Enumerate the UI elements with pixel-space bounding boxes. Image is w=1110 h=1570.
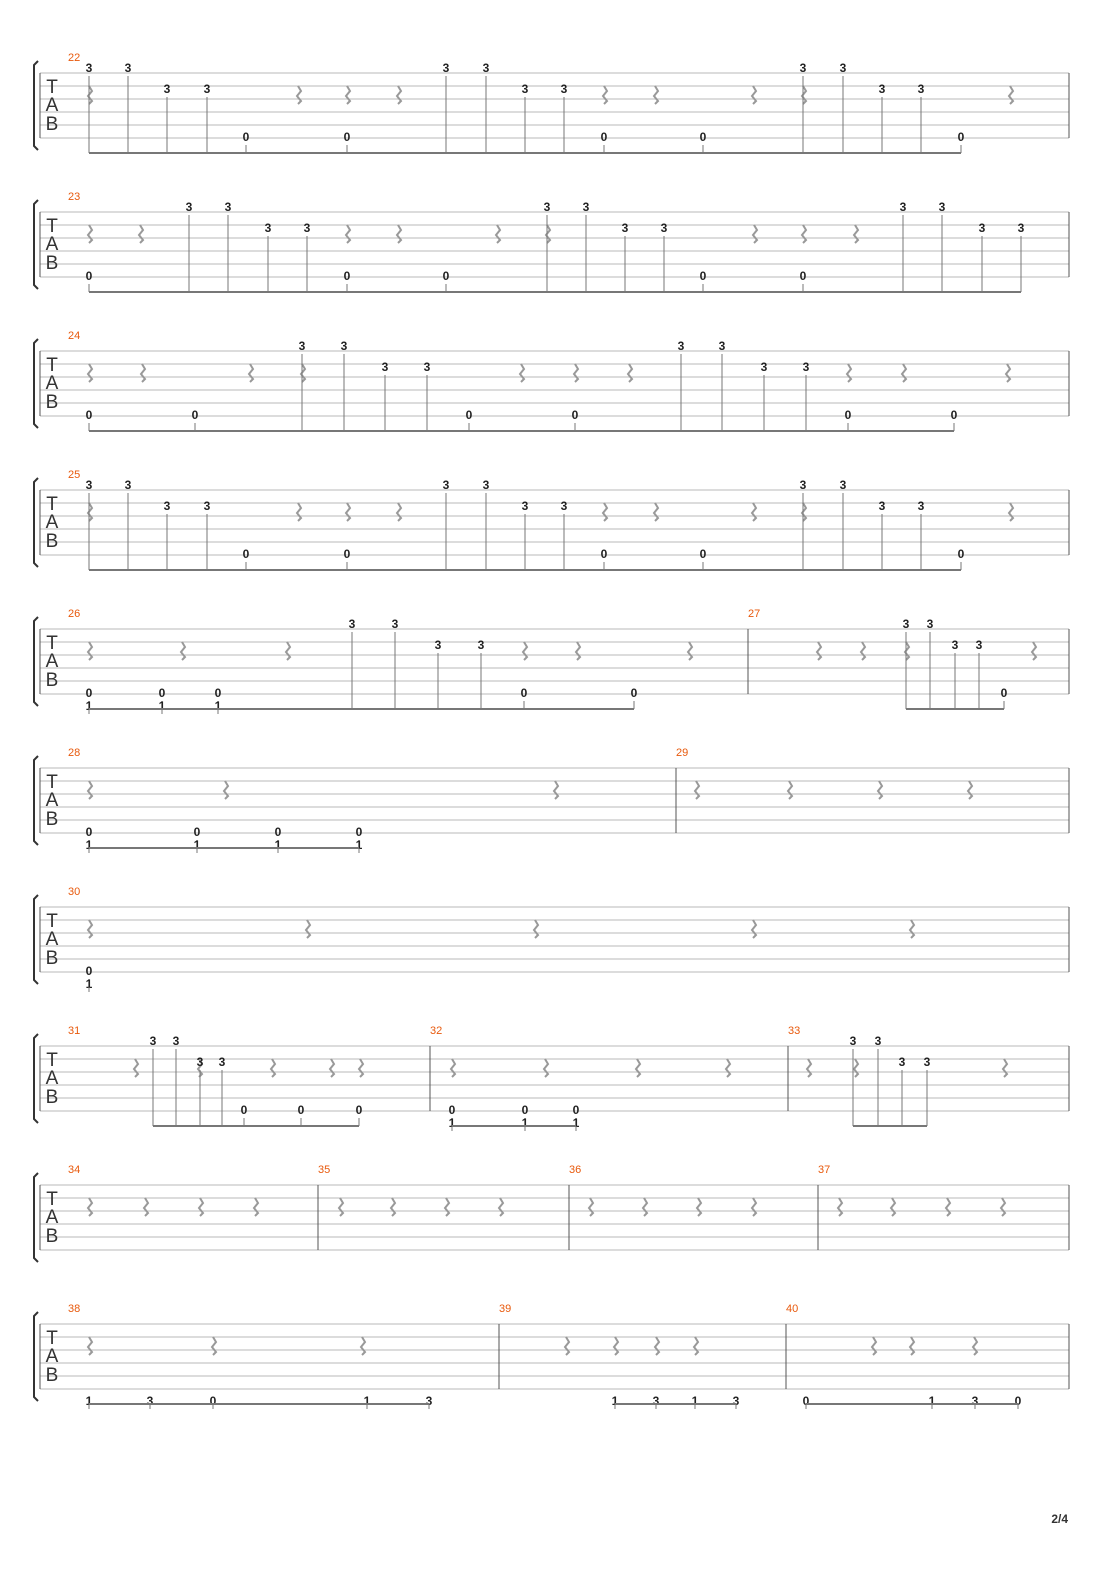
tab-clef-letter: T	[46, 1189, 58, 1210]
tab-clef-letter: B	[45, 114, 59, 135]
rest-symbol	[134, 1059, 138, 1077]
rest-symbol	[1009, 86, 1013, 104]
rest-symbol	[523, 642, 527, 660]
fret-number: 0	[242, 130, 250, 144]
fret-number: 0	[442, 269, 450, 283]
rest-symbol	[753, 225, 757, 243]
fret-number: 0	[802, 1394, 810, 1408]
fret-number: 0	[600, 130, 608, 144]
rest-symbol	[697, 1198, 701, 1216]
rest-symbol	[817, 642, 821, 660]
fret-number: 1	[448, 1116, 456, 1130]
fret-number: 1	[214, 699, 222, 713]
rest-symbol	[88, 364, 92, 382]
fret-number: 0	[343, 269, 351, 283]
fret-number: 0	[85, 269, 93, 283]
rest-symbol	[544, 1059, 548, 1077]
measure-number: 25	[68, 469, 81, 481]
rest-symbol	[88, 225, 92, 243]
fret-number: 1	[274, 838, 282, 852]
rest-symbol	[752, 1198, 756, 1216]
tab-clef-letter: T	[46, 1050, 58, 1071]
rest-symbol	[346, 503, 350, 521]
fret-number: 3	[917, 82, 925, 96]
tab-clef-letter: B	[45, 253, 59, 274]
fret-number: 3	[521, 82, 529, 96]
rest-symbol	[752, 86, 756, 104]
tab-clef-letter: A	[45, 512, 59, 533]
staff-system	[34, 52, 1069, 153]
rest-symbol	[1003, 1059, 1007, 1077]
fret-number: 0	[193, 825, 201, 839]
fret-number: 3	[582, 200, 590, 214]
fret-number: 3	[85, 478, 93, 492]
rest-symbol	[496, 225, 500, 243]
fret-number: 3	[660, 221, 668, 235]
fret-number: 0	[85, 825, 93, 839]
rest-symbol	[847, 364, 851, 382]
fret-number: 0	[699, 269, 707, 283]
fret-number: 3	[839, 478, 847, 492]
rest-symbol	[254, 1198, 258, 1216]
fret-number: 1	[85, 1394, 93, 1408]
fret-number: 0	[572, 1103, 580, 1117]
rest-symbol	[636, 1059, 640, 1077]
rest-symbol	[878, 781, 882, 799]
fret-number: 3	[163, 82, 171, 96]
measure-number: 32	[430, 1025, 443, 1037]
fret-number: 3	[899, 200, 907, 214]
rest-symbol	[445, 1198, 449, 1216]
rest-symbol	[1001, 1198, 1005, 1216]
fret-number: 3	[442, 61, 450, 75]
fret-number: 3	[85, 61, 93, 75]
staff-system	[34, 747, 1069, 853]
fret-number: 3	[203, 82, 211, 96]
tab-clef-letter: T	[46, 633, 58, 654]
rest-symbol	[973, 1337, 977, 1355]
system-bracket	[34, 61, 38, 150]
fret-number: 1	[691, 1394, 699, 1408]
rest-symbol	[902, 364, 906, 382]
staff-system	[34, 191, 1069, 292]
page-number: 2/4	[1051, 1512, 1068, 1526]
rest-symbol	[534, 920, 538, 938]
fret-number: 0	[520, 686, 528, 700]
rest-symbol	[306, 920, 310, 938]
tab-clef-letter: B	[45, 531, 59, 552]
fret-number: 0	[85, 964, 93, 978]
fret-number: 0	[844, 408, 852, 422]
fret-number: 0	[950, 408, 958, 422]
rest-symbol	[695, 781, 699, 799]
fret-number: 3	[303, 221, 311, 235]
fret-number: 3	[975, 638, 983, 652]
fret-number: 3	[849, 1034, 857, 1048]
rest-symbol	[872, 1337, 876, 1355]
measure-number: 30	[68, 886, 81, 898]
measure-number: 34	[68, 1164, 81, 1176]
rest-symbol	[88, 781, 92, 799]
staff-system	[34, 886, 1069, 992]
fret-number: 3	[917, 499, 925, 513]
fret-number: 3	[978, 221, 986, 235]
rest-symbol	[861, 642, 865, 660]
fret-number: 0	[297, 1103, 305, 1117]
tab-clef-letter: T	[46, 77, 58, 98]
fret-number: 3	[196, 1055, 204, 1069]
fret-number: 0	[571, 408, 579, 422]
rest-symbol	[397, 86, 401, 104]
fret-number: 3	[340, 339, 348, 353]
tab-clef-letter: B	[45, 392, 59, 413]
fret-number: 1	[572, 1116, 580, 1130]
rest-symbol	[249, 364, 253, 382]
fret-number: 3	[425, 1394, 433, 1408]
rest-symbol	[271, 1059, 275, 1077]
fret-number: 3	[874, 1034, 882, 1048]
rest-symbol	[565, 1337, 569, 1355]
rest-symbol	[346, 86, 350, 104]
fret-number: 1	[611, 1394, 619, 1408]
tab-clef-letter: A	[45, 929, 59, 950]
fret-number: 3	[124, 61, 132, 75]
fret-number: 3	[543, 200, 551, 214]
system-bracket	[34, 895, 38, 984]
fret-number: 3	[902, 617, 910, 631]
fret-number: 3	[224, 200, 232, 214]
fret-number: 3	[799, 61, 807, 75]
fret-number: 0	[343, 130, 351, 144]
fret-number: 3	[878, 82, 886, 96]
fret-number: 0	[242, 547, 250, 561]
tab-clef-letter: T	[46, 1328, 58, 1349]
tab-clef-letter: B	[45, 670, 59, 691]
measure-number: 23	[68, 191, 81, 203]
rest-symbol	[88, 1337, 92, 1355]
fret-number: 3	[482, 478, 490, 492]
fret-number: 3	[878, 499, 886, 513]
tab-clef-letter: A	[45, 373, 59, 394]
tab-clef-letter: T	[46, 494, 58, 515]
fret-number: 0	[191, 408, 199, 422]
measure-number: 22	[68, 52, 81, 64]
system-bracket	[34, 1312, 38, 1401]
rest-symbol	[946, 1198, 950, 1216]
rest-symbol	[359, 1059, 363, 1077]
measure-number: 40	[786, 1303, 799, 1315]
tab-clef-letter: T	[46, 216, 58, 237]
fret-number: 3	[926, 617, 934, 631]
fret-number: 3	[951, 638, 959, 652]
fret-number: 0	[957, 547, 965, 561]
rest-symbol	[212, 1337, 216, 1355]
fret-number: 0	[799, 269, 807, 283]
fret-number: 3	[621, 221, 629, 235]
fret-number: 0	[355, 825, 363, 839]
fret-number: 3	[172, 1034, 180, 1048]
tab-clef-letter: B	[45, 1087, 59, 1108]
fret-number: 1	[363, 1394, 371, 1408]
measure-number: 29	[676, 747, 689, 759]
tab-clef-letter: T	[46, 355, 58, 376]
rest-symbol	[576, 642, 580, 660]
system-bracket	[34, 339, 38, 428]
fret-number: 3	[732, 1394, 740, 1408]
measure-number: 33	[788, 1025, 801, 1037]
tab-clef-letter: A	[45, 651, 59, 672]
rest-symbol	[499, 1198, 503, 1216]
fret-number: 3	[264, 221, 272, 235]
rest-symbol	[1006, 364, 1010, 382]
system-bracket	[34, 617, 38, 706]
rest-symbol	[891, 1198, 895, 1216]
rest-symbol	[688, 642, 692, 660]
fret-number: 1	[193, 838, 201, 852]
fret-number: 3	[163, 499, 171, 513]
fret-number: 3	[482, 61, 490, 75]
rest-symbol	[1032, 642, 1036, 660]
fret-number: 3	[391, 617, 399, 631]
rest-symbol	[788, 781, 792, 799]
fret-number: 0	[240, 1103, 248, 1117]
rest-symbol	[854, 225, 858, 243]
rest-symbol	[346, 225, 350, 243]
fret-number: 3	[802, 360, 810, 374]
rest-symbol	[88, 1198, 92, 1216]
rest-symbol	[838, 1198, 842, 1216]
system-bracket	[34, 200, 38, 289]
fret-number: 3	[560, 499, 568, 513]
rest-symbol	[199, 1198, 203, 1216]
measure-number: 38	[68, 1303, 81, 1315]
fret-number: 0	[355, 1103, 363, 1117]
fret-number: 0	[699, 130, 707, 144]
measure-number: 26	[68, 608, 81, 620]
measure-number: 37	[818, 1164, 831, 1176]
system-bracket	[34, 478, 38, 567]
measure-number: 39	[499, 1303, 512, 1315]
rest-symbol	[139, 225, 143, 243]
rest-symbol	[655, 1337, 659, 1355]
fret-number: 3	[203, 499, 211, 513]
rest-symbol	[144, 1198, 148, 1216]
rest-symbol	[628, 364, 632, 382]
rest-symbol	[181, 642, 185, 660]
fret-number: 0	[209, 1394, 217, 1408]
fret-number: 3	[146, 1394, 154, 1408]
fret-number: 0	[158, 686, 166, 700]
rest-symbol	[451, 1059, 455, 1077]
rest-symbol	[397, 503, 401, 521]
rest-symbol	[910, 920, 914, 938]
rest-symbol	[614, 1337, 618, 1355]
tab-clef-letter: B	[45, 1365, 59, 1386]
fret-number: 3	[442, 478, 450, 492]
rest-symbol	[694, 1337, 698, 1355]
fret-number: 0	[343, 547, 351, 561]
fret-number: 3	[839, 61, 847, 75]
rest-symbol	[554, 781, 558, 799]
rest-symbol	[603, 503, 607, 521]
fret-number: 3	[149, 1034, 157, 1048]
rest-symbol	[854, 1059, 858, 1077]
fret-number: 3	[652, 1394, 660, 1408]
fret-number: 3	[348, 617, 356, 631]
staff-system	[34, 330, 1069, 431]
rest-symbol	[752, 920, 756, 938]
rest-symbol	[224, 781, 228, 799]
fret-number: 3	[124, 478, 132, 492]
tab-clef-letter: B	[45, 948, 59, 969]
measure-number: 28	[68, 747, 81, 759]
rest-symbol	[643, 1198, 647, 1216]
tab-clef-letter: A	[45, 1207, 59, 1228]
rest-symbol	[141, 364, 145, 382]
fret-number: 3	[799, 478, 807, 492]
fret-number: 0	[214, 686, 222, 700]
rest-symbol	[589, 1198, 593, 1216]
rest-symbol	[339, 1198, 343, 1216]
system-bracket	[34, 1173, 38, 1262]
fret-number: 1	[85, 838, 93, 852]
fret-number: 3	[760, 360, 768, 374]
rest-symbol	[726, 1059, 730, 1077]
staff-system	[34, 469, 1069, 570]
system-bracket	[34, 756, 38, 845]
fret-number: 3	[938, 200, 946, 214]
fret-number: 3	[185, 200, 193, 214]
rest-symbol	[603, 86, 607, 104]
fret-number: 3	[971, 1394, 979, 1408]
fret-number: 3	[298, 339, 306, 353]
fret-number: 0	[699, 547, 707, 561]
rest-symbol	[88, 642, 92, 660]
rest-symbol	[968, 781, 972, 799]
fret-number: 3	[434, 638, 442, 652]
fret-number: 0	[85, 686, 93, 700]
fret-number: 1	[85, 977, 93, 991]
rest-symbol	[752, 503, 756, 521]
tab-clef-letter: A	[45, 234, 59, 255]
fret-number: 3	[423, 360, 431, 374]
fret-number: 0	[521, 1103, 529, 1117]
fret-number: 3	[1017, 221, 1025, 235]
fret-number: 0	[600, 547, 608, 561]
rest-symbol	[88, 920, 92, 938]
measure-number: 36	[569, 1164, 582, 1176]
tab-clef-letter: T	[46, 911, 58, 932]
fret-number: 3	[521, 499, 529, 513]
rest-symbol	[520, 364, 524, 382]
measure-number: 35	[318, 1164, 331, 1176]
fret-number: 3	[381, 360, 389, 374]
fret-number: 1	[355, 838, 363, 852]
fret-number: 0	[630, 686, 638, 700]
fret-number: 0	[1014, 1394, 1022, 1408]
rest-symbol	[391, 1198, 395, 1216]
rest-symbol	[330, 1059, 334, 1077]
tab-clef-letter: T	[46, 772, 58, 793]
fret-number: 3	[718, 339, 726, 353]
fret-number: 0	[85, 408, 93, 422]
measure-number: 24	[68, 330, 81, 342]
fret-number: 3	[898, 1055, 906, 1069]
rest-symbol	[654, 503, 658, 521]
fret-number: 3	[560, 82, 568, 96]
fret-number: 0	[448, 1103, 456, 1117]
fret-number: 1	[928, 1394, 936, 1408]
measure-number: 27	[748, 608, 761, 620]
fret-number: 3	[218, 1055, 226, 1069]
system-bracket	[34, 1034, 38, 1123]
tab-clef-letter: A	[45, 95, 59, 116]
rest-symbol	[1009, 503, 1013, 521]
staff-system	[34, 1164, 1069, 1262]
rest-symbol	[297, 86, 301, 104]
fret-number: 1	[85, 699, 93, 713]
rest-symbol	[910, 1337, 914, 1355]
fret-number: 1	[521, 1116, 529, 1130]
fret-number: 3	[923, 1055, 931, 1069]
fret-number: 1	[158, 699, 166, 713]
fret-number: 0	[274, 825, 282, 839]
fret-number: 0	[1000, 686, 1008, 700]
tab-clef-letter: B	[45, 1226, 59, 1247]
rest-symbol	[297, 503, 301, 521]
fret-number: 3	[477, 638, 485, 652]
rest-symbol	[361, 1337, 365, 1355]
fret-number: 3	[677, 339, 685, 353]
rest-symbol	[802, 225, 806, 243]
staff-system	[34, 1025, 1069, 1131]
rest-symbol	[397, 225, 401, 243]
staff-system	[34, 1303, 1069, 1409]
rest-symbol	[807, 1059, 811, 1077]
tab-clef-letter: B	[45, 809, 59, 830]
tab-clef-letter: A	[45, 790, 59, 811]
fret-number: 0	[957, 130, 965, 144]
measure-number: 31	[68, 1025, 81, 1037]
rest-symbol	[286, 642, 290, 660]
tab-clef-letter: A	[45, 1346, 59, 1367]
rest-symbol	[574, 364, 578, 382]
fret-number: 0	[465, 408, 473, 422]
rest-symbol	[654, 86, 658, 104]
staff-system	[34, 608, 1069, 714]
tab-clef-letter: A	[45, 1068, 59, 1089]
